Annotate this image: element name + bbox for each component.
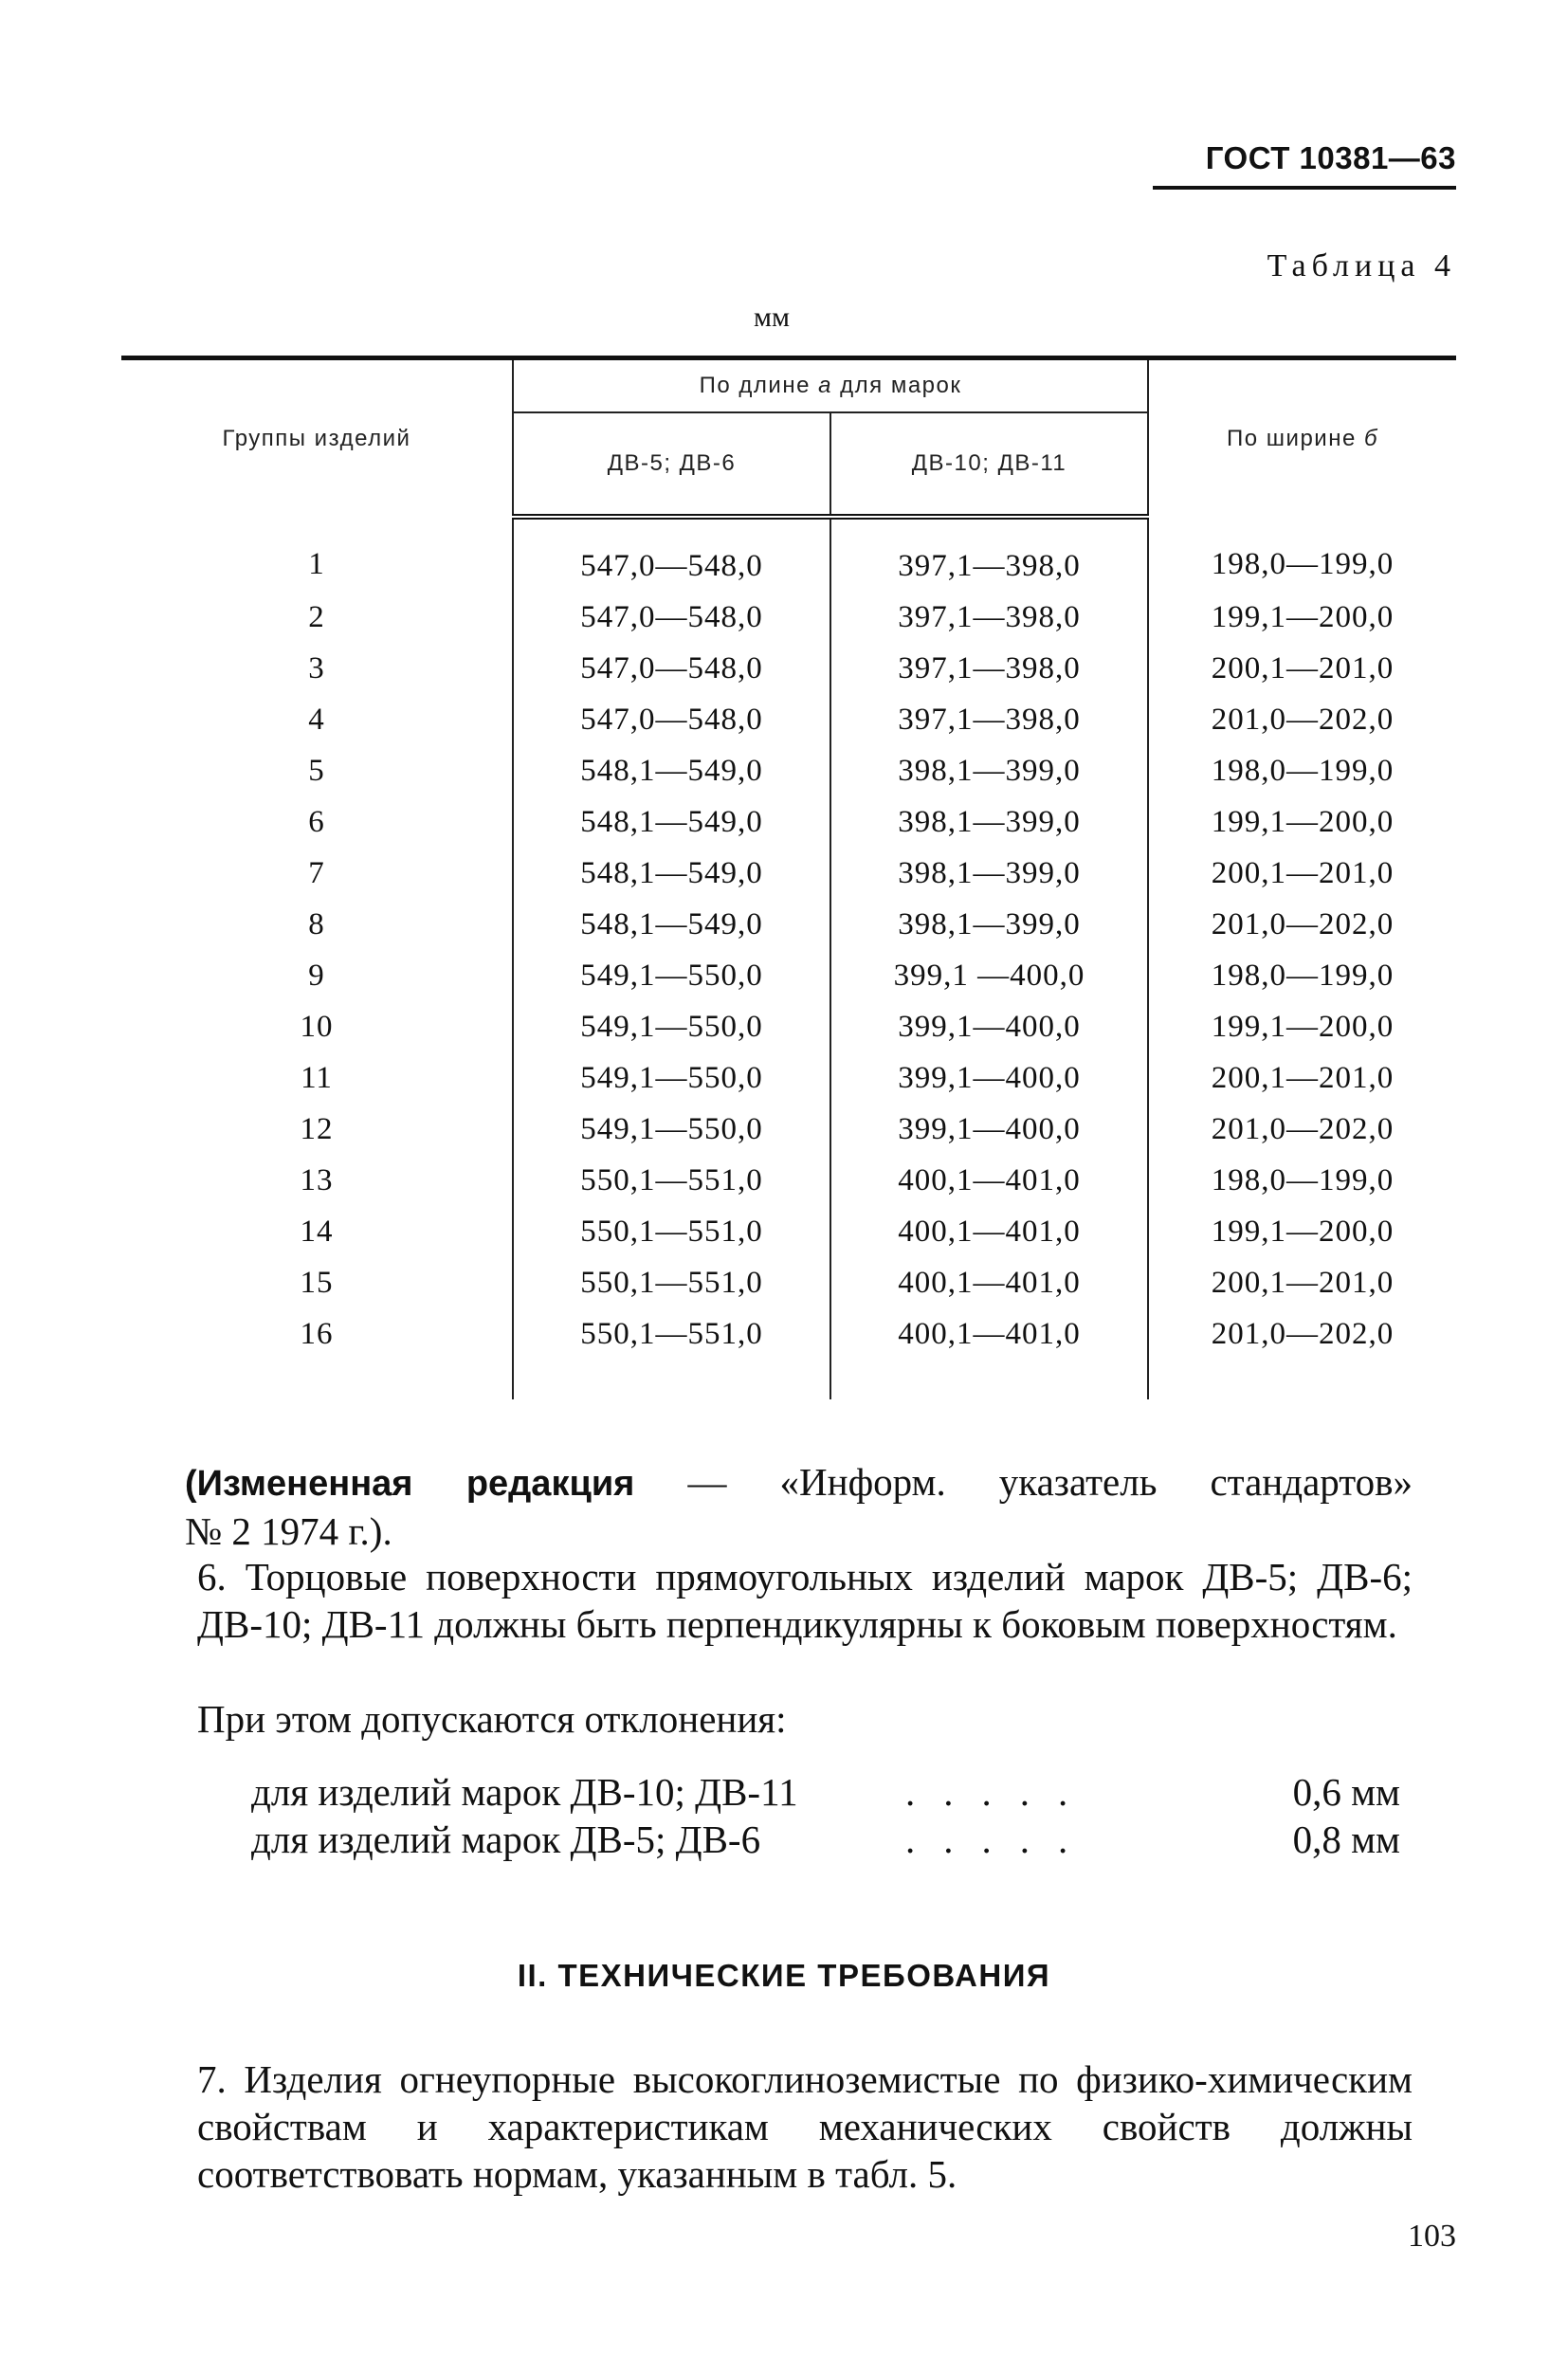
- width-cell: 198,0—199,0: [1148, 1155, 1456, 1206]
- table-row: [121, 517, 1456, 592]
- length-dv10-dv11-cell: 399,1—400,0: [830, 1001, 1148, 1052]
- length-dv10-dv11-cell: 398,1—399,0: [830, 745, 1148, 796]
- table-row: [121, 1155, 1456, 1206]
- table-row: [121, 796, 1456, 848]
- table-row: [121, 1104, 1456, 1155]
- table-caption: Таблица 4: [1267, 248, 1456, 283]
- length-dv5-dv6-cell: 550,1—551,0: [513, 1257, 830, 1308]
- length-dv10-dv11-cell: 397,1—398,0: [830, 694, 1148, 745]
- group-cell: 5: [308, 753, 325, 788]
- table-row: [121, 848, 1456, 899]
- length-dv10-dv11-cell: 399,1—400,0: [830, 1052, 1148, 1104]
- width-cell: 199,1—200,0: [1148, 592, 1456, 643]
- group-cell: 8: [308, 906, 325, 941]
- header-width-var: б: [1363, 425, 1378, 451]
- units-label: мм: [754, 301, 790, 333]
- group-cell: 11: [301, 1060, 333, 1095]
- length-dv10-dv11-cell: 397,1—398,0: [830, 517, 1148, 592]
- table-row: [121, 694, 1456, 745]
- dimensions-table: [121, 356, 1456, 1399]
- length-dv5-dv6-cell: 548,1—549,0: [513, 899, 830, 950]
- group-cell: 6: [308, 804, 325, 839]
- table-row: [121, 1308, 1456, 1399]
- group-cell: 14: [300, 1214, 334, 1249]
- leader-dots: .....: [905, 1818, 1097, 1861]
- length-dv5-dv6-cell: 549,1—550,0: [513, 1001, 830, 1052]
- length-dv5-dv6-cell: 549,1—550,0: [513, 1104, 830, 1155]
- length-dv10-dv11-cell: 400,1—401,0: [830, 1308, 1148, 1399]
- item-7-paragraph: 7. Изделия огнеупорные высокоглиноземистые по физико-химическим свойствам и характеристикам механических свойств должны соответствовать нормам, указанным в табл. 5.: [197, 2057, 1413, 2196]
- length-dv5-dv6-cell: 547,0—548,0: [513, 643, 830, 694]
- table-row: [121, 1052, 1456, 1104]
- group-cell: 2: [308, 599, 325, 634]
- length-dv10-dv11-cell: 400,1—401,0: [830, 1155, 1148, 1206]
- header-length-group: [513, 358, 1148, 413]
- width-cell: 198,0—199,0: [1148, 517, 1456, 592]
- change-note-line1: [185, 1458, 1413, 1507]
- deviation-value: 0,8 мм: [1292, 1818, 1400, 1861]
- deviation-row: [251, 1816, 1413, 1863]
- item-6-paragraph: 6. Торцовые поверхности прямоугольных изделий марок ДВ-5; ДВ-6; ДВ-10; ДВ-11 должны быть перпендикулярны к боковым поверхностям.: [197, 1555, 1413, 1646]
- change-note-rest: — «Информ. указатель стандартов»: [634, 1460, 1413, 1504]
- deviation-intro: При этом допускаются отклонения:: [197, 1697, 787, 1741]
- width-cell: 201,0—202,0: [1148, 899, 1456, 950]
- group-cell: 16: [300, 1316, 334, 1351]
- length-dv10-dv11-cell: 397,1—398,0: [830, 643, 1148, 694]
- length-dv5-dv6-cell: 547,0—548,0: [513, 592, 830, 643]
- group-cell: 15: [300, 1265, 334, 1300]
- length-dv10-dv11-cell: 397,1—398,0: [830, 592, 1148, 643]
- width-cell: 200,1—201,0: [1148, 643, 1456, 694]
- section-title: II. ТЕХНИЧЕСКИЕ ТРЕБОВАНИЯ: [517, 1958, 1051, 1993]
- table-body: [121, 517, 1456, 1399]
- length-dv5-dv6-cell: 550,1—551,0: [513, 1155, 830, 1206]
- header-dv5-dv6: ДВ-5; ДВ-6: [513, 412, 830, 517]
- group-cell: 13: [300, 1162, 334, 1197]
- header-length-label: По длине: [699, 373, 811, 398]
- length-dv5-dv6-cell: 548,1—549,0: [513, 745, 830, 796]
- length-dv10-dv11-cell: 400,1—401,0: [830, 1206, 1148, 1257]
- length-dv10-dv11-cell: 398,1—399,0: [830, 796, 1148, 848]
- table-row: [121, 1257, 1456, 1308]
- group-cell: 1: [308, 547, 325, 581]
- width-cell: 198,0—199,0: [1148, 745, 1456, 796]
- width-cell: 200,1—201,0: [1148, 1257, 1456, 1308]
- change-note-line2: № 2 1974 г.).: [185, 1509, 392, 1553]
- table-row: [121, 745, 1456, 796]
- header-length-var: a: [818, 373, 832, 398]
- length-dv10-dv11-cell: 398,1—399,0: [830, 899, 1148, 950]
- table-row: [121, 899, 1456, 950]
- group-cell: 9: [308, 958, 325, 993]
- group-cell: 7: [308, 855, 325, 890]
- width-cell: 199,1—200,0: [1148, 796, 1456, 848]
- change-note: [185, 1458, 1413, 1555]
- length-dv10-dv11-cell: 399,1 —400,0: [830, 950, 1148, 1001]
- length-dv5-dv6-cell: 547,0—548,0: [513, 694, 830, 745]
- deviation-label: для изделий марок ДВ-5; ДВ-6: [251, 1818, 761, 1861]
- width-cell: 200,1—201,0: [1148, 1052, 1456, 1104]
- header-dv10-dv11: ДВ-10; ДВ-11: [830, 412, 1148, 517]
- length-dv5-dv6-cell: 547,0—548,0: [513, 517, 830, 592]
- width-cell: 200,1—201,0: [1148, 848, 1456, 899]
- group-cell: 10: [300, 1009, 334, 1044]
- change-note-bold: (Измененная редакция: [185, 1464, 635, 1504]
- length-dv5-dv6-cell: 548,1—549,0: [513, 848, 830, 899]
- group-cell: 4: [308, 702, 325, 737]
- width-cell: 198,0—199,0: [1148, 950, 1456, 1001]
- length-dv5-dv6-cell: 549,1—550,0: [513, 1052, 830, 1104]
- table-row: [121, 592, 1456, 643]
- header-length-suffix: для марок: [840, 373, 962, 398]
- width-cell: 201,0—202,0: [1148, 1308, 1456, 1399]
- width-cell: 199,1—200,0: [1148, 1206, 1456, 1257]
- width-cell: 201,0—202,0: [1148, 694, 1456, 745]
- length-dv10-dv11-cell: 398,1—399,0: [830, 848, 1148, 899]
- deviation-value: 0,6 мм: [1292, 1770, 1400, 1814]
- header-groups: Группы изделий: [222, 425, 411, 451]
- standard-code: ГОСТ 10381—63: [1153, 140, 1456, 190]
- table-row: [121, 643, 1456, 694]
- deviation-row: [251, 1768, 1413, 1816]
- length-dv5-dv6-cell: 550,1—551,0: [513, 1206, 830, 1257]
- length-dv10-dv11-cell: 399,1—400,0: [830, 1104, 1148, 1155]
- group-cell: 12: [300, 1111, 334, 1146]
- width-cell: 199,1—200,0: [1148, 1001, 1456, 1052]
- page-number: 103: [1408, 2219, 1456, 2254]
- length-dv5-dv6-cell: 549,1—550,0: [513, 950, 830, 1001]
- table-row: [121, 1001, 1456, 1052]
- length-dv5-dv6-cell: 550,1—551,0: [513, 1308, 830, 1399]
- length-dv10-dv11-cell: 400,1—401,0: [830, 1257, 1148, 1308]
- header-width-label: По ширине: [1227, 425, 1357, 451]
- length-dv5-dv6-cell: 548,1—549,0: [513, 796, 830, 848]
- group-cell: 3: [308, 650, 325, 685]
- deviation-label: для изделий марок ДВ-10; ДВ-11: [251, 1770, 798, 1814]
- table-row: [121, 950, 1456, 1001]
- header-width: [1148, 358, 1456, 518]
- table-row: [121, 1206, 1456, 1257]
- leader-dots: .....: [905, 1770, 1097, 1814]
- width-cell: 201,0—202,0: [1148, 1104, 1456, 1155]
